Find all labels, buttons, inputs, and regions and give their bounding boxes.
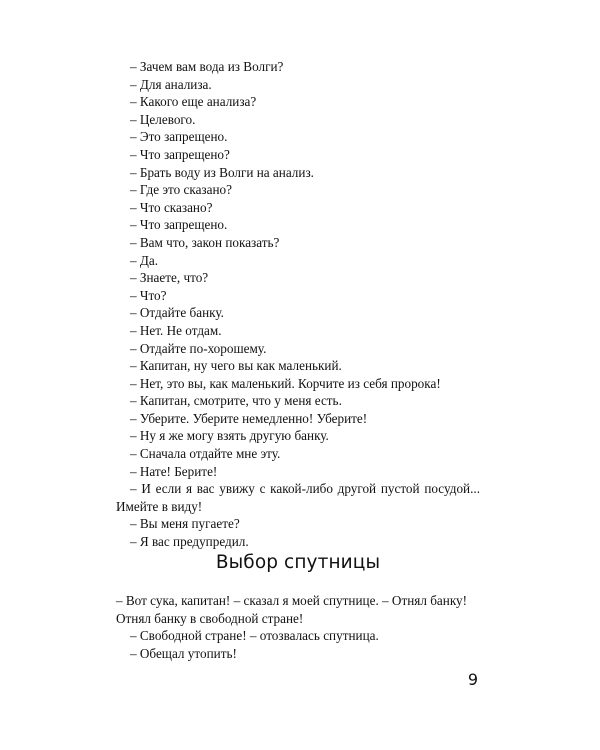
dialogue-line: – Что сказано? [130,199,213,215]
dialogue-line: – Зачем вам вода из Волги? [130,59,284,74]
dialogue-line: – Нет. Не отдам. [130,322,222,338]
dialogue-line: – Вы меня пугаете? [130,516,240,532]
dialogue-line: – Брать воду из Волги на анализ. [130,164,314,180]
section-paragraph: – Обещал утопить! [130,645,237,661]
dialogue-line: – Нет, это вы, как маленький. Корчите из себя пророка! [130,375,441,391]
dialogue-line: – Отдайте по-хорошему. [130,340,267,356]
section-paragraph: – Вот сука, капитан! – сказал я моей спутнице. – Отнял банку! Отнял банку в свободной стране! [116,593,468,626]
dialogue-block [116,58,480,551]
dialogue-line: – Какого еще анализа? [130,94,257,110]
dialogue-line: – Это запрещено. [130,129,228,145]
dialogue-line: – Сначала отдайте мне эту. [130,446,281,462]
dialogue-line: – Уберите. Уберите немедленно! Уберите! [130,410,368,426]
dialogue-line: – Что запрещено? [130,146,230,162]
dialogue-line: – Да. [130,252,159,268]
dialogue-line: – Нате! Берите! [130,463,218,479]
dialogue-line: – Капитан, ну чего вы как маленький. [130,358,342,374]
dialogue-line: – Что запрещено. [130,217,228,233]
dialogue-line: – Капитан, смотрите, что у меня есть. [130,393,342,409]
dialogue-line: – И если я вас увижу с какой-либо другой пустой посудой... Имейте в виду! [116,481,480,514]
dialogue-line: – Что? [130,287,167,303]
page-number: 9 [467,670,478,689]
dialogue-line: – Отдайте банку. [130,305,224,321]
dialogue-line: – Где это сказано? [130,182,233,198]
section-paragraph: – Свободной стране! – отозвалась спутница. [130,628,379,644]
section-body [116,592,480,662]
dialogue-line: – Целевого. [130,111,196,127]
dialogue-line: – Я вас предупредил. [130,534,249,550]
dialogue-line: – Ну я же могу взять другую банку. [130,428,329,444]
dialogue-line: – Вам что, закон показать? [130,234,280,250]
dialogue-line: – Для анализа. [130,76,212,92]
section-title: Выбор спутницы [215,552,381,573]
dialogue-line: – Знаете, что? [130,270,209,286]
